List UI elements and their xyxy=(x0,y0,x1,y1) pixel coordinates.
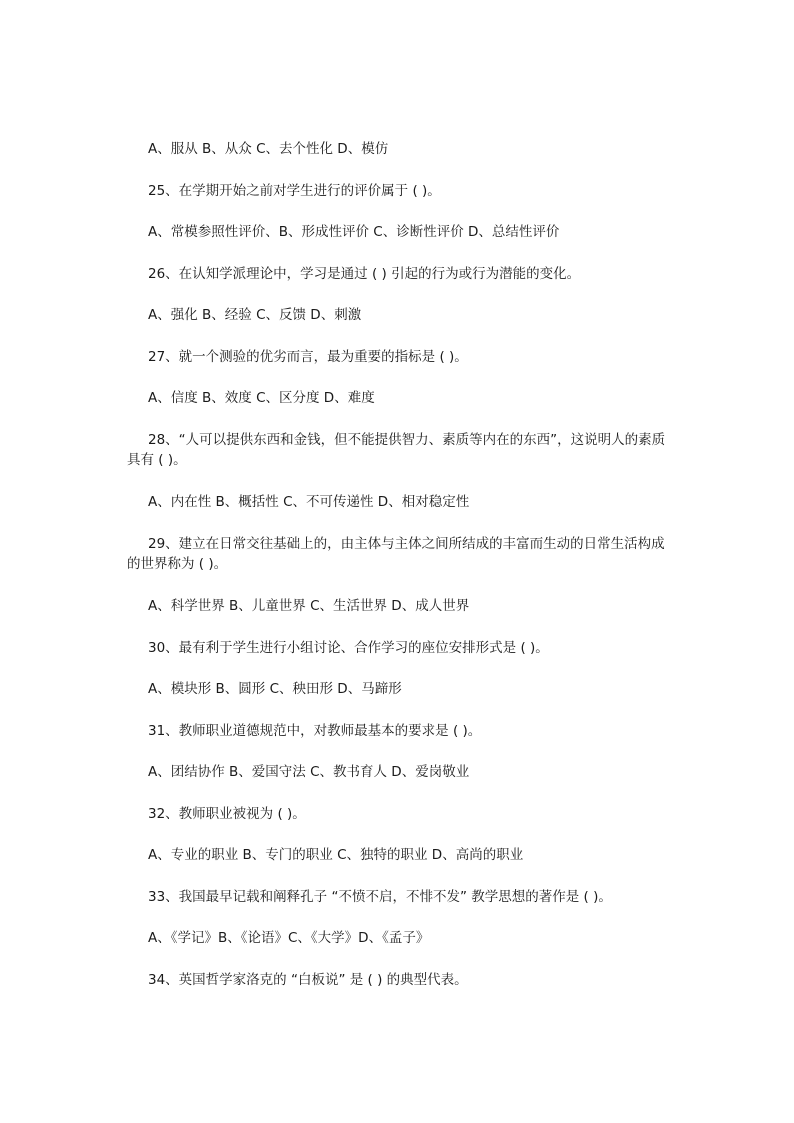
answer-options-26: A、强化 B、经验 C、反馈 D、刺激 xyxy=(148,307,362,323)
answer-options-24: A、服从 B、从众 C、去个性化 D、模仿 xyxy=(148,141,389,157)
answer-options-30: A、模块形 B、圆形 C、秧田形 D、马蹄形 xyxy=(148,681,402,697)
answer-options-33: A、《学记》B、《论语》C、《大学》D、《孟子》 xyxy=(148,930,430,946)
question-33: 33、我国最早记载和阐释孔子 “不愤不启，不悱不发” 教学思想的著作是 ( )。 xyxy=(148,889,612,905)
question-30: 30、最有利于学生进行小组讨论、合作学习的座位安排形式是 ( )。 xyxy=(148,640,549,656)
question-32: 32、教师职业被视为 ( )。 xyxy=(148,806,306,822)
question-28: 28、“人可以提供东西和金钱，但不能提供智力、素质等内在的东西”，这说明人的素质具有 ( )。 xyxy=(127,432,666,468)
answer-options-27: A、信度 B、效度 C、区分度 D、难度 xyxy=(148,390,375,406)
question-26: 26、在认知学派理论中，学习是通过 ( ) 引起的行为或行为潜能的变化。 xyxy=(148,266,581,282)
question-31: 31、教师职业道德规范中，对教师最基本的要求是 ( )。 xyxy=(148,723,482,739)
question-27: 27、就一个测验的优劣而言，最为重要的指标是 ( )。 xyxy=(148,349,468,365)
answer-options-28: A、内在性 B、概括性 C、不可传递性 D、相对稳定性 xyxy=(148,494,470,510)
answer-options-31: A、团结协作 B、爱国守法 C、教书育人 D、爱岗敬业 xyxy=(148,764,470,780)
question-29: 29、建立在日常交往基础上的，由主体与主体之间所结成的丰富而生动的日常生活构成的世界称为 ( )。 xyxy=(127,536,665,572)
answer-options-32: A、专业的职业 B、专门的职业 C、独特的职业 D、高尚的职业 xyxy=(148,847,524,863)
question-34: 34、英国哲学家洛克的 “白板说” 是 ( ) 的典型代表。 xyxy=(148,972,468,988)
question-25: 25、在学期开始之前对学生进行的评价属于 ( )。 xyxy=(148,183,441,199)
answer-options-25: A、常模参照性评价、B、形成性评价 C、诊断性评价 D、总结性评价 xyxy=(148,224,560,240)
answer-options-29: A、科学世界 B、儿童世界 C、生活世界 D、成人世界 xyxy=(148,598,470,614)
